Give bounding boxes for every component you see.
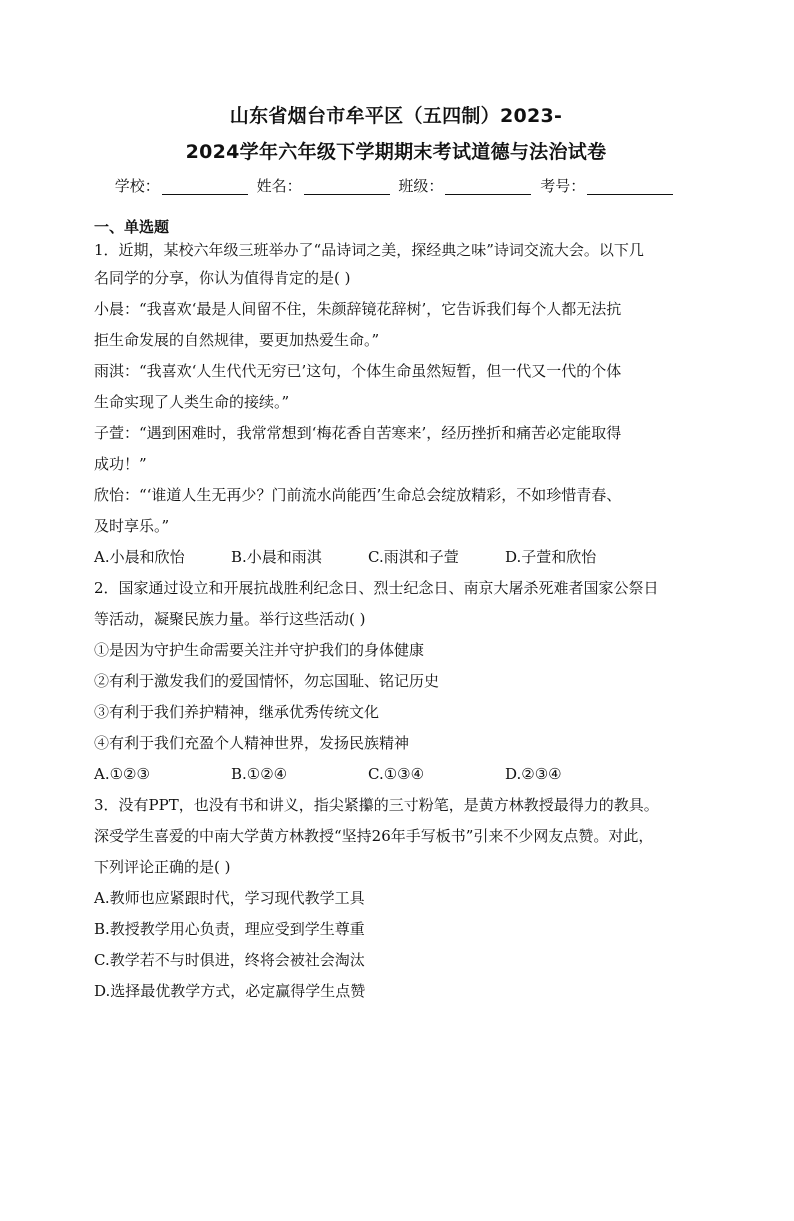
q1-option-a: A.小晨和欣怡 (94, 548, 185, 566)
q1-statement-1b: 拒生命发展的自然规律，要更加热爱生命。” (94, 331, 380, 349)
q2-item-3: ③有利于我们养护精神，继承优秀传统文化 (94, 703, 380, 721)
q3-option-c: C.教学若不与时俱进，终将会被社会淘汰 (94, 951, 365, 969)
class-label: 班级： (398, 177, 444, 195)
name-label: 姓名： (256, 177, 302, 195)
q1-statement-1a: 小晨：“我喜欢‘最是人间留不住，朱颜辞镜花辞树’，它告诉我们每个人都无法抗 (94, 300, 622, 318)
q2-option-a: A.①②③ (94, 765, 150, 783)
q3-stem-line2: 深受学生喜爱的中南大学黄方林教授“坚持26年手写板书”引来不少网友点赞。对此， (94, 827, 654, 845)
exam-page (0, 98, 794, 1221)
q1-statement-2a: 雨淇：“我喜欢‘人生代代无穷已’这句，个体生命虽然短暂，但一代又一代的个体 (94, 362, 622, 380)
section-heading: 一、单选题 (94, 218, 170, 236)
q3-option-d: D.选择最优教学方式，必定赢得学生点赞 (94, 982, 366, 1000)
q3-stem-line1: 3．没有PPT，也没有书和讲义，指尖紧攥的三寸粉笔，是黄方林教授最得力的教具。 (94, 796, 659, 814)
q1-option-d: D.子萱和欣怡 (505, 548, 597, 566)
q2-stem-line1: 2．国家通过设立和开展抗战胜利纪念日、烈士纪念日、南京大屠杀死难者国家公祭日 (94, 579, 659, 597)
q1-stem-line1: 1．近期，某校六年级三班举办了“品诗词之美，探经典之味”诗词交流大会。以下几 (94, 241, 644, 259)
q3-stem-line3: 下列评论正确的是( ) (94, 858, 231, 876)
q2-stem-line2: 等活动，凝聚民族力量。举行这些活动( ) (94, 610, 366, 628)
q3-option-a: A.教师也应紧跟时代，学习现代教学工具 (94, 889, 365, 907)
exam-title-line1: 山东省烟台市牟平区（五四制）2023- (229, 105, 563, 127)
q1-option-c: C.雨淇和子萱 (368, 548, 459, 566)
q2-option-c: C.①③④ (368, 765, 425, 783)
q2-item-2: ②有利于激发我们的爱国情怀，勿忘国耻、铭记历史 (94, 672, 440, 690)
q1-statement-4a: 欣怡：“‘谁道人生无再少？门前流水尚能西’生命总会绽放精彩，不如珍惜青春、 (94, 486, 622, 504)
class-blank (445, 179, 531, 195)
exam-title-line2: 2024学年六年级下学期期末考试道德与法治试卷 (185, 141, 607, 163)
school-blank (162, 179, 248, 195)
q1-statement-2b: 生命实现了人类生命的接续。” (94, 393, 290, 411)
exam-no-blank (587, 179, 673, 195)
q1-statement-3b: 成功！” (94, 455, 147, 473)
question-1 (94, 237, 698, 573)
question-2 (94, 573, 698, 790)
q2-item-1: ①是因为守护生命需要关注并守护我们的身体健康 (94, 641, 425, 659)
q2-options (94, 759, 698, 790)
q1-options (94, 542, 698, 573)
school-label: 学校： (114, 177, 160, 195)
q1-stem-line2: 名同学的分享，你认为值得肯定的是( ) (94, 269, 351, 287)
student-info-row (94, 172, 698, 200)
q2-option-d: D.②③④ (505, 765, 562, 783)
question-3 (94, 790, 698, 1007)
q1-statement-3a: 子萱：“遇到困难时，我常常想到‘梅花香自苦寒来’，经历挫折和痛苦必定能取得 (94, 424, 622, 442)
q3-option-b: B.教授教学用心负责，理应受到学生尊重 (94, 920, 365, 938)
name-blank (304, 179, 390, 195)
q1-statement-4b: 及时享乐。” (94, 517, 170, 535)
q2-option-b: B.①②④ (231, 765, 288, 783)
exam-no-label: 考号： (540, 177, 586, 195)
q1-option-b: B.小晨和雨淇 (231, 548, 322, 566)
q2-item-4: ④有利于我们充盈个人精神世界，发扬民族精神 (94, 734, 410, 752)
